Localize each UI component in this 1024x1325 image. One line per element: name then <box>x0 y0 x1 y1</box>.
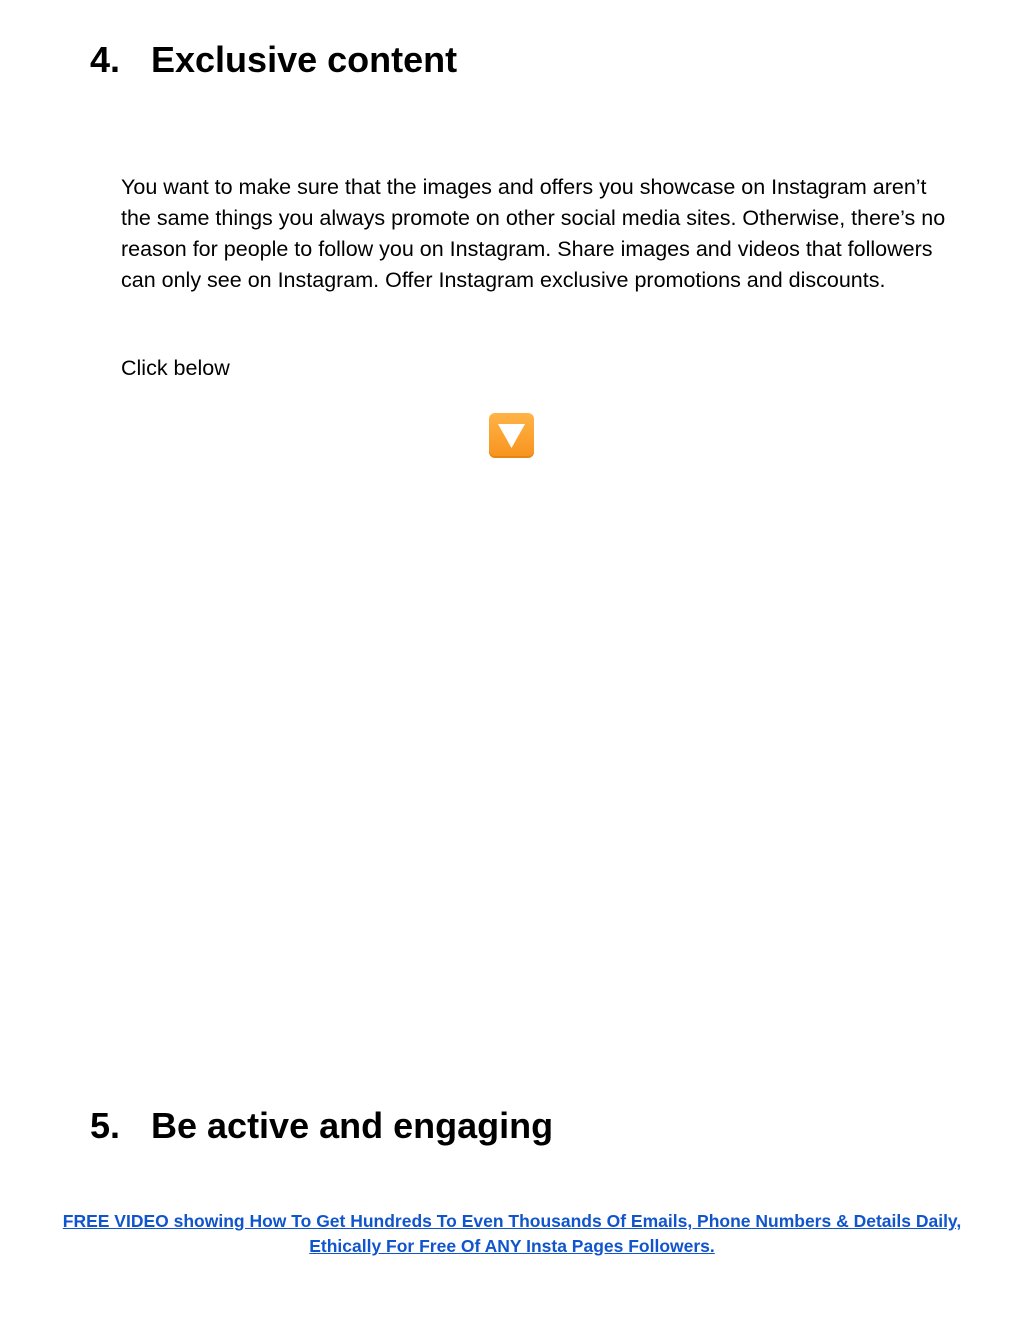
click-below-label: Click below <box>121 356 230 380</box>
section-4-heading <box>90 38 457 82</box>
section-5-number: 5. <box>90 1105 121 1146</box>
section-4-title: Exclusive content <box>151 39 458 80</box>
section-5-title: Be active and engaging <box>151 1105 554 1146</box>
down-triangle-icon <box>489 413 534 458</box>
free-video-link[interactable]: FREE VIDEO showing How To Get Hundreds To Even Thousands Of Emails, Phone Numbers & Details Daily, Ethically For Free Of ANY Insta Pages Followers. <box>62 1211 962 1256</box>
section-5-heading <box>90 1104 553 1148</box>
section-4-body: You want to make sure that the images and offers you showcase on Instagram aren’t the same things you always promote on other social media sites. Otherwise, there’s no reason for people to follow you on Instagram. Share images and videos that followers can only see on Instagram. Offer Instagram exclusive promotions and discounts. <box>121 175 946 292</box>
down-arrow-button-icon <box>489 413 534 458</box>
section-4-number: 4. <box>90 39 121 80</box>
